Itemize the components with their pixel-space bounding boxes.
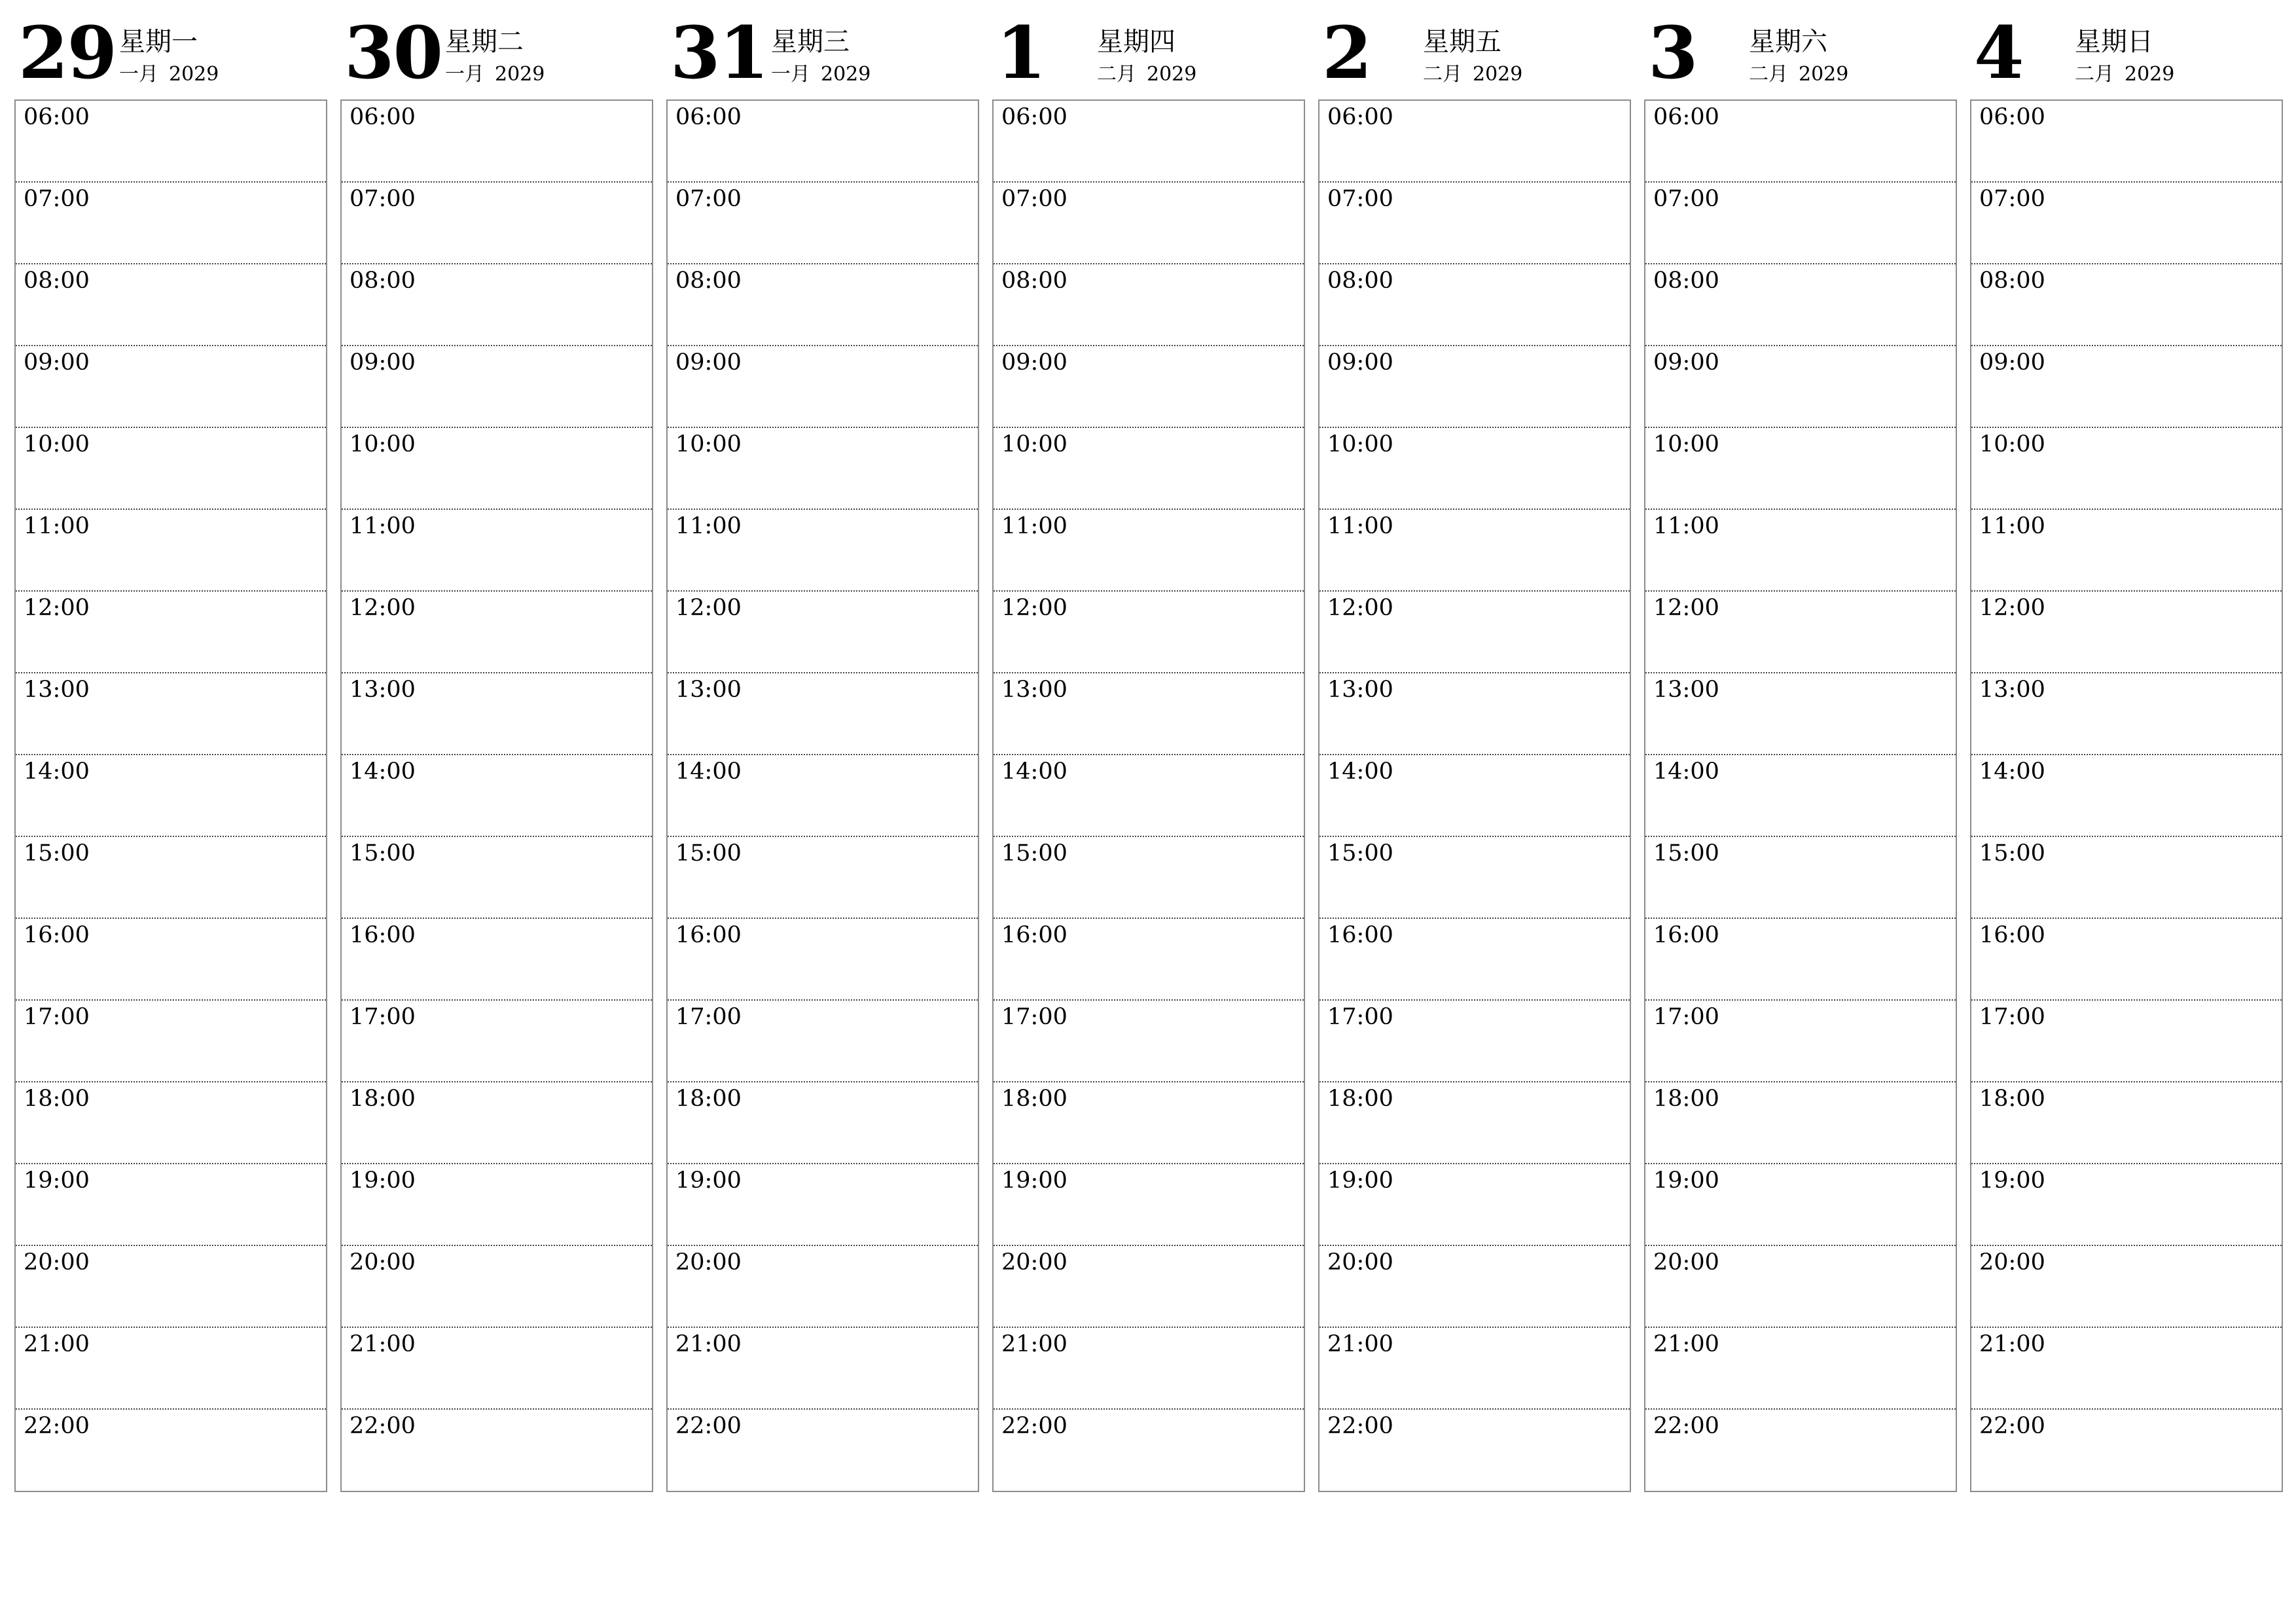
- time-slot[interactable]: [994, 1001, 1304, 1082]
- day-header: [1970, 10, 2283, 99]
- time-label: 06:00: [675, 104, 742, 130]
- time-label: 14:00: [350, 758, 416, 785]
- time-slot[interactable]: [342, 837, 652, 919]
- time-slot[interactable]: [342, 101, 652, 183]
- time-slot[interactable]: [994, 837, 1304, 919]
- time-label: 14:00: [1979, 758, 2045, 785]
- time-label: 12:00: [675, 595, 742, 621]
- time-label: 14:00: [1001, 758, 1067, 785]
- time-slot[interactable]: [1319, 1410, 1630, 1491]
- time-label: 13:00: [24, 677, 90, 703]
- time-slot[interactable]: [1645, 264, 1956, 346]
- time-label: 20:00: [1327, 1249, 1393, 1275]
- day-number: 3: [1648, 10, 1697, 95]
- time-label: 16:00: [1653, 922, 1719, 948]
- time-label: 07:00: [1979, 186, 2045, 212]
- time-label: 06:00: [1979, 104, 2045, 130]
- time-slot[interactable]: [1319, 183, 1630, 264]
- time-slot[interactable]: [994, 1246, 1304, 1328]
- time-label: 21:00: [675, 1331, 742, 1357]
- time-slot[interactable]: [16, 673, 326, 755]
- month-year-label: [1749, 63, 1848, 86]
- time-slot[interactable]: [1971, 1328, 2282, 1410]
- time-label: 10:00: [1001, 431, 1067, 457]
- time-slot[interactable]: [342, 428, 652, 510]
- time-slot[interactable]: [668, 1328, 978, 1410]
- time-label: 16:00: [1327, 922, 1393, 948]
- time-label: 20:00: [1979, 1249, 2045, 1275]
- month-label: 一月: [119, 63, 158, 86]
- time-label: 12:00: [1327, 595, 1393, 621]
- time-grid: [14, 99, 327, 1492]
- time-slot[interactable]: [16, 837, 326, 919]
- time-label: 20:00: [675, 1249, 742, 1275]
- time-slot[interactable]: [16, 592, 326, 673]
- time-slot[interactable]: [16, 919, 326, 1001]
- time-slot[interactable]: [1645, 510, 1956, 592]
- time-slot[interactable]: [342, 673, 652, 755]
- year-label: 2029: [1473, 63, 1523, 86]
- day-column-monday: [14, 10, 327, 1500]
- day-number: 29: [18, 10, 117, 95]
- time-slot[interactable]: [342, 183, 652, 264]
- time-slot[interactable]: [668, 919, 978, 1001]
- time-slot[interactable]: [668, 1164, 978, 1246]
- time-label: 06:00: [24, 104, 90, 130]
- time-slot[interactable]: [16, 101, 326, 183]
- time-slot[interactable]: [1645, 1410, 1956, 1491]
- weekday-label: 星期三: [771, 27, 850, 57]
- time-label: 15:00: [1327, 840, 1393, 866]
- month-year-label: [1097, 63, 1196, 86]
- time-grid: [1644, 99, 1957, 1492]
- time-label: 06:00: [1001, 104, 1067, 130]
- time-label: 14:00: [24, 758, 90, 785]
- day-header: [666, 10, 979, 99]
- time-label: 11:00: [1001, 513, 1067, 539]
- day-header: [1644, 10, 1957, 99]
- time-label: 11:00: [1979, 513, 2045, 539]
- time-label: 09:00: [1001, 349, 1067, 376]
- time-label: 21:00: [1001, 1331, 1067, 1357]
- time-slot[interactable]: [668, 1082, 978, 1164]
- time-label: 18:00: [1979, 1086, 2045, 1112]
- time-slot[interactable]: [668, 1001, 978, 1082]
- time-slot[interactable]: [1319, 592, 1630, 673]
- time-label: 17:00: [1327, 1004, 1393, 1030]
- time-label: 09:00: [675, 349, 742, 376]
- time-slot[interactable]: [1971, 755, 2282, 837]
- time-slot[interactable]: [994, 1410, 1304, 1491]
- time-slot[interactable]: [1971, 1082, 2282, 1164]
- day-header: [1318, 10, 1631, 99]
- time-slot[interactable]: [1645, 1328, 1956, 1410]
- time-slot[interactable]: [1645, 592, 1956, 673]
- time-slot[interactable]: [1971, 101, 2282, 183]
- time-slot[interactable]: [994, 101, 1304, 183]
- day-column-wednesday: [666, 10, 979, 1500]
- time-label: 19:00: [675, 1168, 742, 1194]
- time-slot[interactable]: [16, 1410, 326, 1491]
- time-label: 18:00: [1653, 1086, 1719, 1112]
- time-label: 09:00: [24, 349, 90, 376]
- day-column-friday: [1318, 10, 1631, 1500]
- time-slot[interactable]: [1319, 264, 1630, 346]
- time-slot[interactable]: [1319, 428, 1630, 510]
- time-slot[interactable]: [1645, 755, 1956, 837]
- time-label: 18:00: [1327, 1086, 1393, 1112]
- time-label: 20:00: [1001, 1249, 1067, 1275]
- time-label: 17:00: [1979, 1004, 2045, 1030]
- time-slot[interactable]: [16, 1001, 326, 1082]
- time-slot[interactable]: [342, 1082, 652, 1164]
- day-number: 2: [1322, 10, 1371, 95]
- time-label: 15:00: [350, 840, 416, 866]
- time-label: 12:00: [1653, 595, 1719, 621]
- time-slot[interactable]: [668, 1410, 978, 1491]
- time-slot[interactable]: [668, 755, 978, 837]
- time-slot[interactable]: [16, 346, 326, 428]
- time-label: 06:00: [1653, 104, 1719, 130]
- time-slot[interactable]: [668, 183, 978, 264]
- time-label: 12:00: [24, 595, 90, 621]
- month-year-label: [445, 63, 545, 86]
- time-slot[interactable]: [668, 346, 978, 428]
- time-label: 10:00: [1979, 431, 2045, 457]
- time-slot[interactable]: [1645, 1246, 1956, 1328]
- time-label: 08:00: [675, 268, 742, 294]
- time-slot[interactable]: [1971, 1410, 2282, 1491]
- time-slot[interactable]: [1645, 346, 1956, 428]
- time-label: 22:00: [24, 1413, 90, 1439]
- time-label: 10:00: [350, 431, 416, 457]
- month-year-label: [1423, 63, 1522, 86]
- time-slot[interactable]: [994, 1328, 1304, 1410]
- year-label: 2029: [495, 63, 545, 86]
- weekday-label: 星期五: [1423, 27, 1501, 57]
- time-slot[interactable]: [16, 1082, 326, 1164]
- time-slot[interactable]: [1319, 1328, 1630, 1410]
- time-slot[interactable]: [342, 1164, 652, 1246]
- time-label: 07:00: [1001, 186, 1067, 212]
- time-slot[interactable]: [668, 101, 978, 183]
- time-slot[interactable]: [1319, 1001, 1630, 1082]
- time-slot[interactable]: [994, 673, 1304, 755]
- month-year-label: [771, 63, 870, 86]
- time-label: 21:00: [1327, 1331, 1393, 1357]
- time-label: 22:00: [1653, 1413, 1719, 1439]
- time-label: 13:00: [350, 677, 416, 703]
- time-label: 17:00: [24, 1004, 90, 1030]
- time-label: 18:00: [24, 1086, 90, 1112]
- time-slot[interactable]: [1645, 1082, 1956, 1164]
- time-label: 14:00: [675, 758, 742, 785]
- time-slot[interactable]: [16, 264, 326, 346]
- time-grid: [992, 99, 1305, 1492]
- time-label: 09:00: [1979, 349, 2045, 376]
- time-label: 08:00: [1979, 268, 2045, 294]
- time-slot[interactable]: [16, 1246, 326, 1328]
- time-slot[interactable]: [994, 346, 1304, 428]
- time-label: 15:00: [1653, 840, 1719, 866]
- time-label: 08:00: [24, 268, 90, 294]
- time-label: 07:00: [1653, 186, 1719, 212]
- time-slot[interactable]: [1645, 837, 1956, 919]
- weekday-label: 星期六: [1749, 27, 1827, 57]
- time-slot[interactable]: [1319, 1082, 1630, 1164]
- time-slot[interactable]: [1971, 837, 2282, 919]
- day-column-saturday: [1644, 10, 1957, 1500]
- time-slot[interactable]: [1645, 101, 1956, 183]
- time-label: 15:00: [1001, 840, 1067, 866]
- month-year-label: [2075, 63, 2174, 86]
- time-label: 07:00: [350, 186, 416, 212]
- time-label: 13:00: [1653, 677, 1719, 703]
- time-slot[interactable]: [1971, 428, 2282, 510]
- time-slot[interactable]: [1319, 919, 1630, 1001]
- time-slot[interactable]: [16, 510, 326, 592]
- time-slot[interactable]: [1319, 1246, 1630, 1328]
- time-slot[interactable]: [668, 673, 978, 755]
- month-label: 一月: [771, 63, 810, 86]
- time-slot[interactable]: [668, 592, 978, 673]
- time-label: 08:00: [1001, 268, 1067, 294]
- time-label: 12:00: [1979, 595, 2045, 621]
- time-slot[interactable]: [668, 264, 978, 346]
- time-label: 19:00: [350, 1168, 416, 1194]
- weekday-label: 星期一: [119, 27, 198, 57]
- day-column-thursday: [992, 10, 1305, 1500]
- day-column-tuesday: [340, 10, 653, 1500]
- time-label: 16:00: [350, 922, 416, 948]
- time-slot[interactable]: [342, 346, 652, 428]
- time-slot[interactable]: [1971, 1001, 2282, 1082]
- time-slot[interactable]: [1971, 346, 2282, 428]
- time-slot[interactable]: [1645, 673, 1956, 755]
- month-label: 二月: [1097, 63, 1136, 86]
- weekday-label: 星期四: [1097, 27, 1175, 57]
- time-label: 16:00: [1001, 922, 1067, 948]
- time-label: 19:00: [24, 1168, 90, 1194]
- time-label: 09:00: [1653, 349, 1719, 376]
- time-label: 14:00: [1653, 758, 1719, 785]
- time-slot[interactable]: [1971, 510, 2282, 592]
- time-slot[interactable]: [1971, 264, 2282, 346]
- time-grid: [1970, 99, 2283, 1492]
- day-header: [14, 10, 327, 99]
- time-label: 13:00: [1327, 677, 1393, 703]
- time-slot[interactable]: [342, 1001, 652, 1082]
- time-slot[interactable]: [1319, 1164, 1630, 1246]
- time-label: 17:00: [675, 1004, 742, 1030]
- time-label: 22:00: [1327, 1413, 1393, 1439]
- time-slot[interactable]: [1645, 1164, 1956, 1246]
- month-label: 二月: [2075, 63, 2114, 86]
- time-slot[interactable]: [342, 755, 652, 837]
- time-label: 22:00: [350, 1413, 416, 1439]
- time-slot[interactable]: [342, 1410, 652, 1491]
- time-slot[interactable]: [1319, 101, 1630, 183]
- time-label: 10:00: [1327, 431, 1393, 457]
- time-label: 16:00: [675, 922, 742, 948]
- time-slot[interactable]: [1645, 183, 1956, 264]
- day-number: 4: [1974, 10, 2023, 95]
- time-slot[interactable]: [1971, 592, 2282, 673]
- time-grid: [666, 99, 979, 1492]
- time-slot[interactable]: [342, 510, 652, 592]
- time-label: 12:00: [1001, 595, 1067, 621]
- time-slot[interactable]: [994, 919, 1304, 1001]
- time-label: 07:00: [1327, 186, 1393, 212]
- time-label: 10:00: [24, 431, 90, 457]
- time-label: 06:00: [1327, 104, 1393, 130]
- time-slot[interactable]: [994, 1164, 1304, 1246]
- time-label: 13:00: [1001, 677, 1067, 703]
- time-slot[interactable]: [16, 1328, 326, 1410]
- time-label: 16:00: [24, 922, 90, 948]
- time-label: 17:00: [1001, 1004, 1067, 1030]
- day-header: [340, 10, 653, 99]
- time-slot[interactable]: [16, 428, 326, 510]
- time-label: 11:00: [675, 513, 742, 539]
- time-label: 19:00: [1653, 1168, 1719, 1194]
- time-slot[interactable]: [1319, 510, 1630, 592]
- time-slot[interactable]: [668, 837, 978, 919]
- time-label: 08:00: [1327, 268, 1393, 294]
- time-slot[interactable]: [1319, 755, 1630, 837]
- time-label: 08:00: [1653, 268, 1719, 294]
- time-label: 20:00: [1653, 1249, 1719, 1275]
- time-slot[interactable]: [994, 183, 1304, 264]
- time-slot[interactable]: [342, 592, 652, 673]
- day-number: 31: [670, 10, 768, 95]
- time-label: 15:00: [675, 840, 742, 866]
- day-number: 30: [344, 10, 442, 95]
- time-label: 17:00: [1653, 1004, 1719, 1030]
- time-slot[interactable]: [994, 428, 1304, 510]
- time-label: 09:00: [350, 349, 416, 376]
- time-label: 18:00: [350, 1086, 416, 1112]
- time-label: 08:00: [350, 268, 416, 294]
- time-label: 06:00: [350, 104, 416, 130]
- time-slot[interactable]: [1971, 1246, 2282, 1328]
- time-slot[interactable]: [1645, 1001, 1956, 1082]
- time-slot[interactable]: [342, 1328, 652, 1410]
- time-slot[interactable]: [994, 264, 1304, 346]
- time-slot[interactable]: [994, 1082, 1304, 1164]
- day-header: [992, 10, 1305, 99]
- month-label: 一月: [445, 63, 484, 86]
- time-label: 18:00: [1001, 1086, 1067, 1112]
- time-label: 22:00: [675, 1413, 742, 1439]
- time-label: 13:00: [675, 677, 742, 703]
- time-slot[interactable]: [342, 1246, 652, 1328]
- time-slot[interactable]: [1319, 673, 1630, 755]
- time-grid: [1318, 99, 1631, 1492]
- month-year-label: [119, 63, 219, 86]
- time-label: 21:00: [1979, 1331, 2045, 1357]
- time-label: 19:00: [1979, 1168, 2045, 1194]
- time-label: 10:00: [675, 431, 742, 457]
- time-slot[interactable]: [1645, 919, 1956, 1001]
- time-slot[interactable]: [16, 183, 326, 264]
- time-slot[interactable]: [668, 1246, 978, 1328]
- time-label: 14:00: [1327, 758, 1393, 785]
- month-label: 二月: [1749, 63, 1788, 86]
- year-label: 2029: [1799, 63, 1849, 86]
- time-label: 12:00: [350, 595, 416, 621]
- day-column-sunday: [1970, 10, 2283, 1500]
- time-slot[interactable]: [668, 428, 978, 510]
- time-label: 21:00: [1653, 1331, 1719, 1357]
- time-slot[interactable]: [994, 510, 1304, 592]
- time-label: 07:00: [24, 186, 90, 212]
- day-number: 1: [996, 10, 1045, 95]
- year-label: 2029: [1147, 63, 1197, 86]
- time-slot[interactable]: [1319, 837, 1630, 919]
- year-label: 2029: [2125, 63, 2175, 86]
- weekday-label: 星期二: [445, 27, 524, 57]
- time-slot[interactable]: [1645, 428, 1956, 510]
- weekly-planner: [14, 10, 2283, 1500]
- time-slot[interactable]: [16, 755, 326, 837]
- time-label: 19:00: [1327, 1168, 1393, 1194]
- time-label: 11:00: [24, 513, 90, 539]
- year-label: 2029: [821, 63, 871, 86]
- time-label: 18:00: [675, 1086, 742, 1112]
- time-label: 11:00: [1327, 513, 1393, 539]
- year-label: 2029: [169, 63, 219, 86]
- time-label: 22:00: [1001, 1413, 1067, 1439]
- time-label: 13:00: [1979, 677, 2045, 703]
- time-grid: [340, 99, 653, 1492]
- time-slot[interactable]: [16, 1164, 326, 1246]
- time-label: 09:00: [1327, 349, 1393, 376]
- time-label: 21:00: [24, 1331, 90, 1357]
- time-slot[interactable]: [342, 919, 652, 1001]
- time-label: 19:00: [1001, 1168, 1067, 1194]
- time-slot[interactable]: [994, 592, 1304, 673]
- time-label: 16:00: [1979, 922, 2045, 948]
- time-label: 21:00: [350, 1331, 416, 1357]
- time-slot[interactable]: [994, 755, 1304, 837]
- time-label: 17:00: [350, 1004, 416, 1030]
- time-label: 11:00: [350, 513, 416, 539]
- time-label: 15:00: [24, 840, 90, 866]
- time-label: 07:00: [675, 186, 742, 212]
- time-label: 10:00: [1653, 431, 1719, 457]
- time-slot[interactable]: [1971, 1164, 2282, 1246]
- time-label: 20:00: [24, 1249, 90, 1275]
- month-label: 二月: [1423, 63, 1462, 86]
- time-label: 20:00: [350, 1249, 416, 1275]
- time-slot[interactable]: [342, 264, 652, 346]
- time-label: 15:00: [1979, 840, 2045, 866]
- time-slot[interactable]: [1319, 346, 1630, 428]
- time-slot[interactable]: [1971, 673, 2282, 755]
- time-slot[interactable]: [668, 510, 978, 592]
- weekday-label: 星期日: [2075, 27, 2153, 57]
- time-label: 11:00: [1653, 513, 1719, 539]
- time-slot[interactable]: [1971, 919, 2282, 1001]
- time-label: 22:00: [1979, 1413, 2045, 1439]
- time-slot[interactable]: [1971, 183, 2282, 264]
